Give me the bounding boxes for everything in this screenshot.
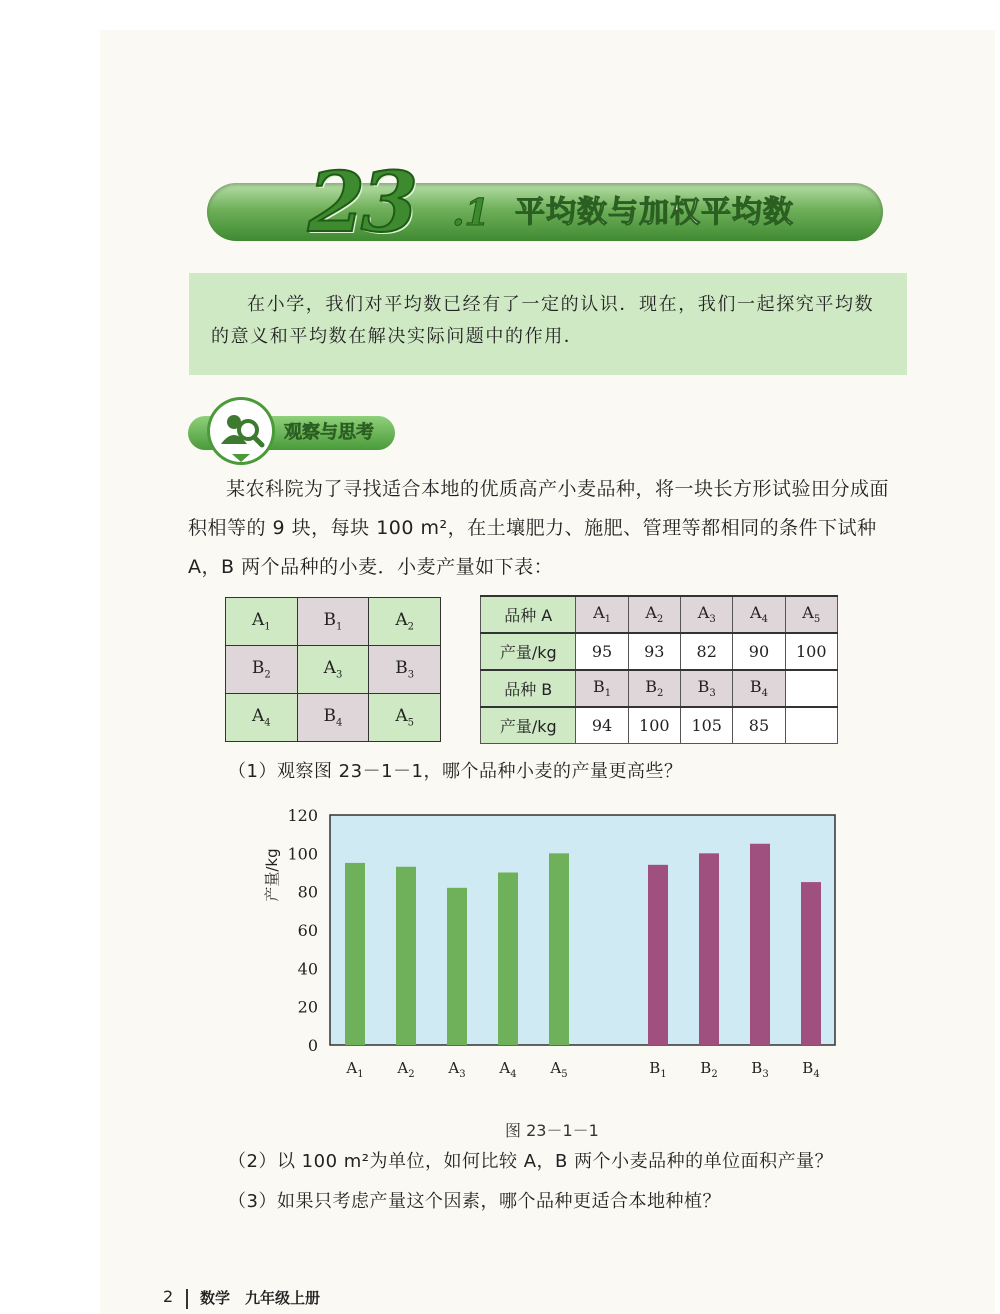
observe-label: 观察与思考 <box>284 422 374 443</box>
question-1: （1）观察图 23－1－1，哪个品种小麦的产量更高些？ <box>228 761 683 782</box>
a-plot-cell: $A_5$ <box>785 596 837 633</box>
b-plot-cell: $B_3$ <box>681 670 733 707</box>
field-plot: $B_3$ <box>369 646 441 694</box>
y-tick-label: 40 <box>297 959 318 979</box>
figure-caption: 图 23－1－1 <box>505 1121 599 1140</box>
x-tick-label: $A_5$ <box>550 1059 568 1080</box>
a-yield-cell: 93 <box>628 633 680 670</box>
y-tick-label: 60 <box>297 921 318 940</box>
a-yield-cell: 95 <box>576 633 628 670</box>
field-plot: $B_4$ <box>297 694 369 742</box>
bar <box>801 882 821 1045</box>
bar <box>447 888 467 1045</box>
y-tick-label: 120 <box>287 806 318 825</box>
b-yield-cell: 105 <box>681 707 733 744</box>
question-2: （2）以 100 m²为单位，如何比较 A，B 两个小麦品种的单位面积产量？ <box>228 1151 834 1172</box>
intro-box <box>189 273 907 375</box>
bar <box>699 853 719 1045</box>
bar <box>648 865 668 1045</box>
a-plot-cell: $A_4$ <box>733 596 785 633</box>
bar <box>345 863 365 1045</box>
bar <box>549 853 569 1045</box>
y-tick-label: 0 <box>307 1036 318 1055</box>
a-plot-cell: $A_1$ <box>576 596 628 633</box>
x-tick-label: $B_3$ <box>751 1059 769 1080</box>
field-plot: $A_4$ <box>226 694 298 742</box>
x-tick-label: $A_3$ <box>448 1059 466 1080</box>
y-tick-label: 80 <box>297 882 318 902</box>
bar <box>498 873 518 1046</box>
section-title: 平均数与加权平均数 <box>515 195 794 230</box>
intro-text: 在小学，我们对平均数已经有了一定的认识．现在，我们一起探究平均数的意义和平均数在解决实际问题中的作用． <box>211 294 875 347</box>
variety-a-label: 品种 A <box>481 596 576 633</box>
empty-cell <box>785 707 837 744</box>
b-plot-cell: $B_2$ <box>628 670 680 707</box>
a-yield-cell: 82 <box>681 633 733 670</box>
empty-cell <box>785 670 837 707</box>
field-plot: $B_2$ <box>226 646 298 694</box>
field-plot: $A_1$ <box>226 598 298 646</box>
field-plot: $A_3$ <box>297 646 369 694</box>
section-number: 23 <box>308 155 415 251</box>
yield-label-b: 产量/kg <box>481 707 576 744</box>
question-3: （3）如果只考虑产量这个因素，哪个品种更适合本地种植？ <box>228 1191 721 1212</box>
magnifier-person-icon <box>210 400 272 462</box>
a-plot-cell: $A_2$ <box>628 596 680 633</box>
b-plot-cell: $B_1$ <box>576 670 628 707</box>
body-paragraph: 某农科院为了寻找适合本地的优质高产小麦品种，将一块长方形试验田分成面积相等的 9 块，每块 100 m²，在土壤肥力、施肥、管理等都相同的条件下试种 A，B 两个品种的小麦．小麦产量如下表： <box>188 478 890 578</box>
x-tick-label: $A_2$ <box>397 1059 415 1080</box>
y-tick-label: 20 <box>297 997 318 1017</box>
x-tick-label: $B_4$ <box>802 1059 820 1080</box>
bar <box>396 867 416 1045</box>
field-plot: $A_2$ <box>369 598 441 646</box>
field-row <box>226 646 441 694</box>
book-title: 数学 九年级上册 <box>200 1289 321 1307</box>
x-tick-label: $B_2$ <box>700 1059 718 1080</box>
yield-table <box>480 595 838 744</box>
b-yield-cell: 94 <box>576 707 628 744</box>
variety-b-label: 品种 B <box>481 670 576 707</box>
page-number: 2 <box>163 1287 174 1306</box>
bar <box>750 844 770 1045</box>
b-yield-cell: 85 <box>733 707 785 744</box>
a-yield-cell: 100 <box>785 633 837 670</box>
section-sub-number: .1 <box>452 192 490 234</box>
yield-bar-chart <box>250 800 850 1100</box>
x-tick-label: $A_4$ <box>499 1059 517 1080</box>
field-plot: $B_1$ <box>297 598 369 646</box>
x-tick-label: $B_1$ <box>649 1059 667 1080</box>
a-plot-cell: $A_3$ <box>681 596 733 633</box>
yield-label-a: 产量/kg <box>481 633 576 670</box>
b-plot-cell: $B_4$ <box>733 670 785 707</box>
x-tick-label: $A_1$ <box>346 1059 364 1080</box>
footer-divider <box>186 1289 188 1309</box>
b-yield-cell: 100 <box>628 707 680 744</box>
y-axis-label: 产量/kg <box>263 848 281 902</box>
field-grid <box>225 597 441 742</box>
field-plot: $A_5$ <box>369 694 441 742</box>
field-row <box>226 694 441 742</box>
a-yield-cell: 90 <box>733 633 785 670</box>
chevron-down-icon <box>232 454 250 462</box>
field-row <box>226 598 441 646</box>
y-tick-label: 100 <box>287 844 318 864</box>
